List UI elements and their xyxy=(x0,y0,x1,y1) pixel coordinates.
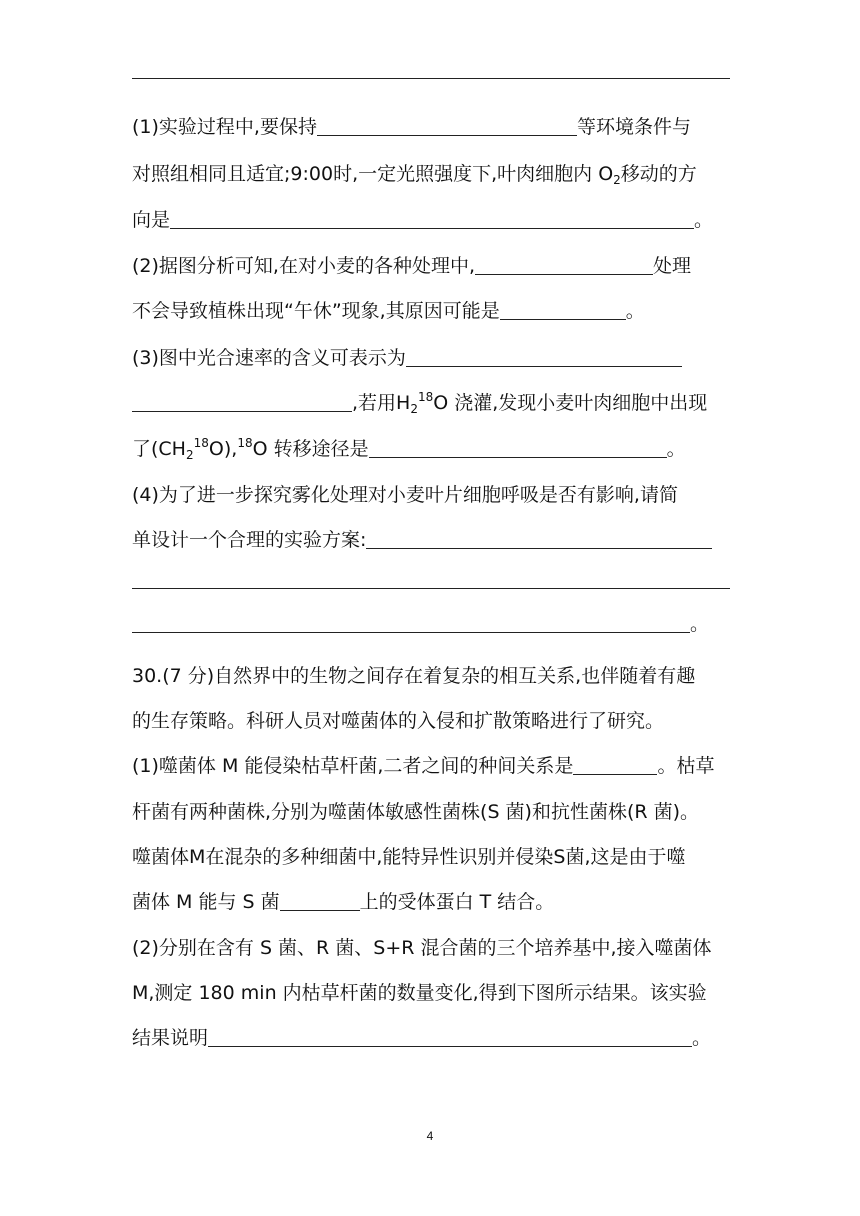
answer-blank[interactable] xyxy=(170,208,694,229)
q30-line-2: 的生存策略。科研人员对噬菌体的入侵和扩散策略进行了研究。 xyxy=(132,710,665,732)
q30-p4: 菌体 M 能与 S 菌 上的受体蛋白 T 结合。 xyxy=(132,891,555,913)
q3-line-3: 了$(CH_2^{18}O),^{18}O$ 转移途径是 。 xyxy=(132,436,686,462)
q30-p7: 结果说明 。 xyxy=(132,1027,712,1049)
answer-blank[interactable] xyxy=(406,346,682,367)
q30-p2: 杆菌有两种菌株,分别为噬菌体敏感性菌株(S 菌)和抗性菌株(R 菌)。 xyxy=(132,801,700,823)
q30-p1: (1)噬菌体 M 能侵染枯草杆菌,二者之间的种间关系是 。枯草 xyxy=(132,755,715,777)
answer-blank[interactable] xyxy=(132,391,352,412)
q1-line-1: (1)实验过程中,要保持 等环境条件与 xyxy=(132,116,691,138)
q2-line-1: (2)据图分析可知,在对小麦的各种处理中, 处理 xyxy=(132,255,692,277)
top-rule xyxy=(132,78,730,79)
q1-line-3: 向是 。 xyxy=(132,209,714,231)
answer-blank[interactable] xyxy=(369,437,667,458)
answer-blank[interactable] xyxy=(500,299,626,320)
q2-line-2: 不会导致植株出现“午休”现象,其原因可能是 。 xyxy=(132,300,645,322)
answer-line[interactable] xyxy=(132,588,730,589)
answer-blank[interactable] xyxy=(280,890,360,911)
q30-p3: 噬菌体M在混杂的多种细菌中,能特异性识别并侵染S菌,这是由于噬 xyxy=(132,846,686,868)
q30-p6: M,测定 180 min 内枯草杆菌的数量变化,得到下图所示结果。该实验 xyxy=(132,982,707,1004)
q3-line-2: ,若用$H_2^{18}O$ 浇灌,发现小麦叶肉细胞中出现 xyxy=(132,390,742,416)
answer-blank[interactable] xyxy=(208,1026,692,1047)
answer-blank[interactable] xyxy=(132,612,690,633)
q30-p5: (2)分别在含有 S 菌、R 菌、S+R 混合菌的三个培养基中,接入噬菌体 xyxy=(132,937,712,959)
q1-line-2: 对照组相同且适宜;9:00时,一定光照强度下,叶肉细胞内 $O_2$移动的方 xyxy=(132,163,697,187)
answer-blank[interactable] xyxy=(573,754,657,775)
q4-line-4: 。 xyxy=(132,611,742,637)
answer-blank[interactable] xyxy=(475,254,653,275)
answer-blank[interactable] xyxy=(317,115,577,136)
q4-line-2: 单设计一个合理的实验方案: xyxy=(132,527,742,553)
page-number: 4 xyxy=(426,1129,434,1143)
q30-line-1: 30.(7 分)自然界中的生物之间存在着复杂的相互关系,也伴随着有趣 xyxy=(132,665,696,687)
q3-line-1: (3)图中光合速率的含义可表示为 xyxy=(132,345,742,371)
q4-line-1: (4)为了进一步探究雾化处理对小麦叶片细胞呼吸是否有影响,请简 xyxy=(132,484,678,506)
answer-blank[interactable] xyxy=(366,528,712,549)
